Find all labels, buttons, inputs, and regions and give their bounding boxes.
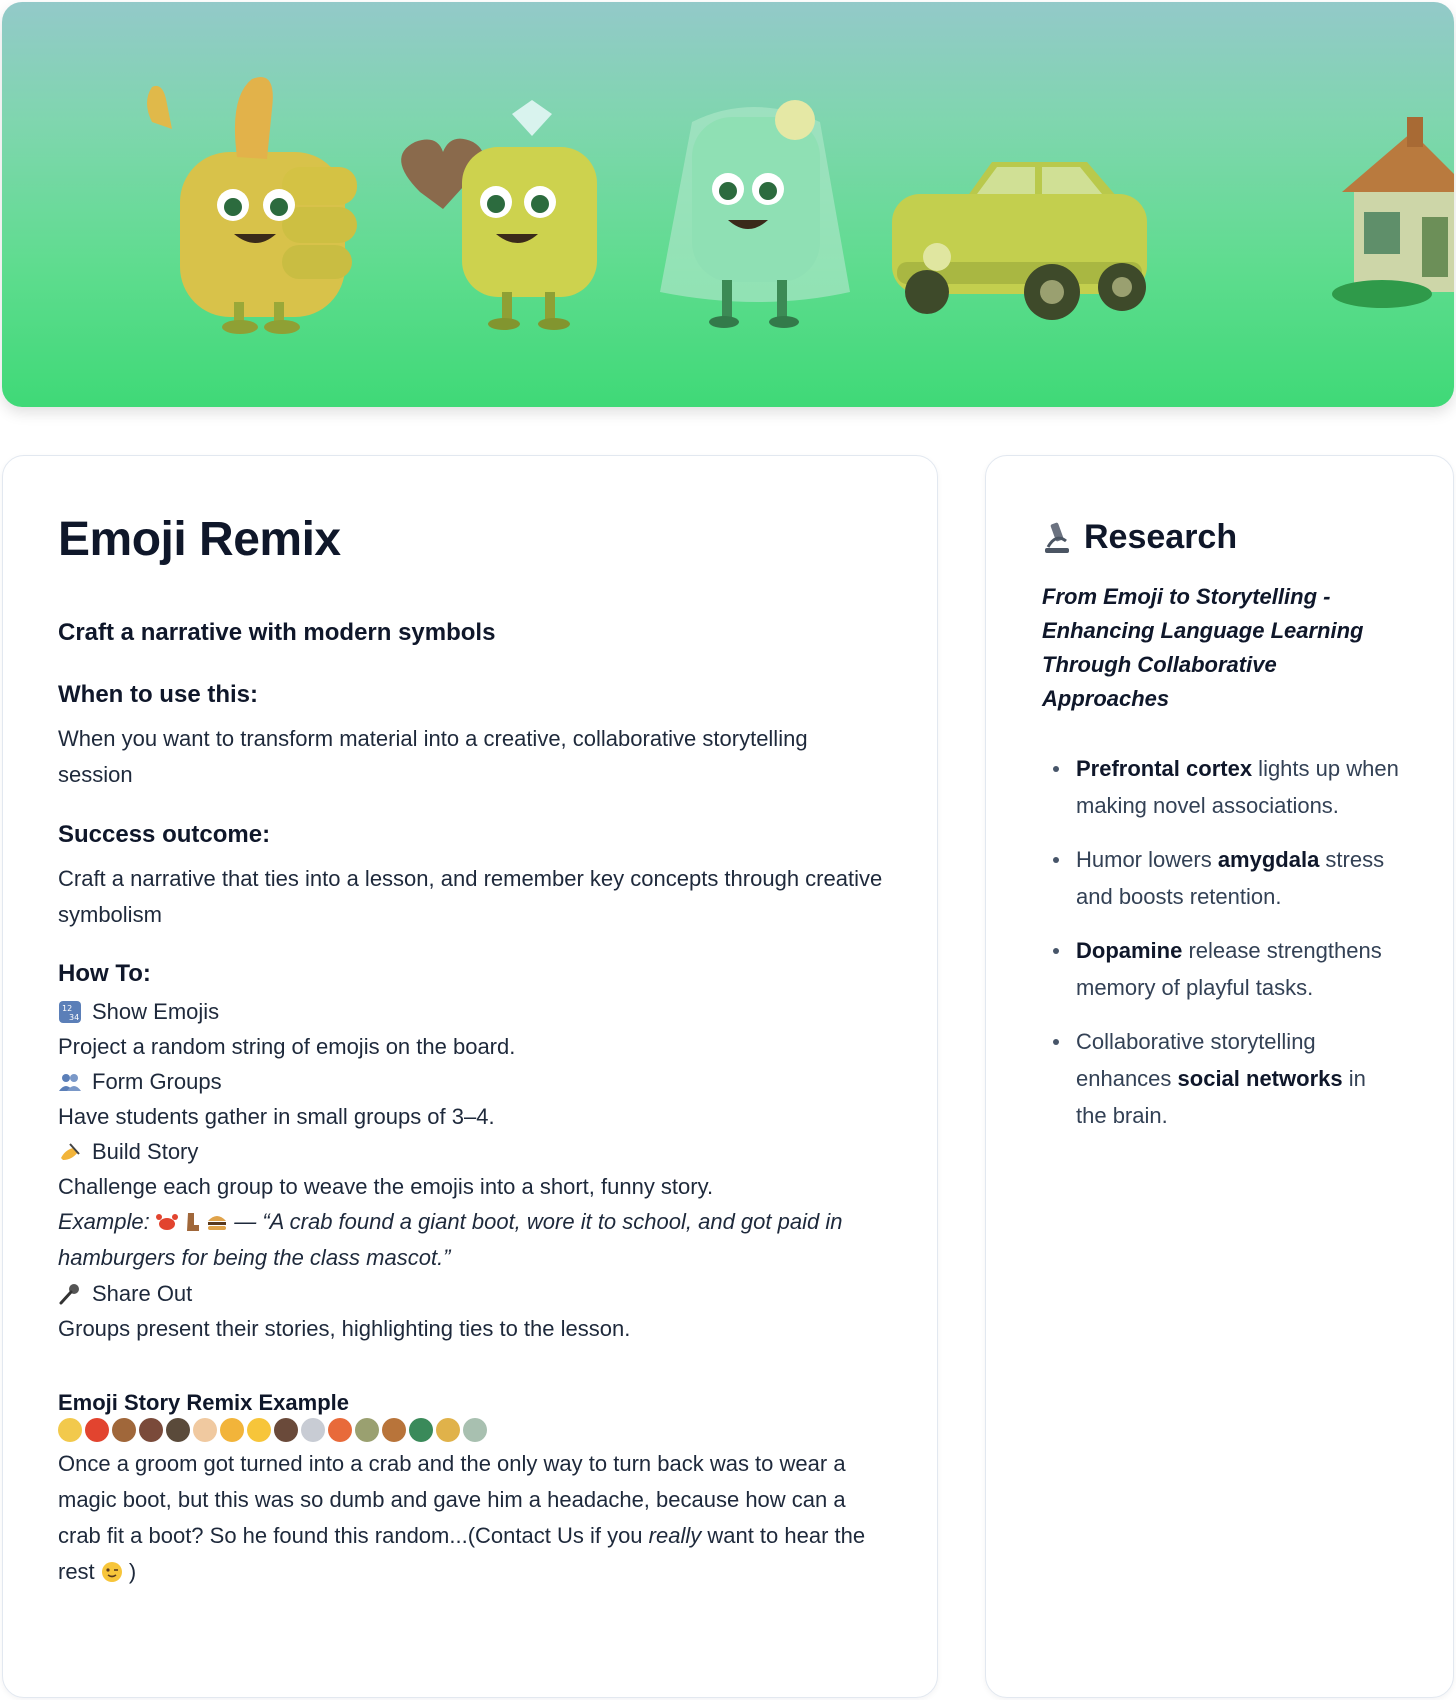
- example-quote: — “A crab found a giant boot, wore it to school, and got paid in hamburgers for being the class mascot.”: [58, 1209, 843, 1270]
- remix-text: [58, 1446, 888, 1590]
- hero-banner: [2, 2, 1454, 407]
- when-text: When you want to transform material into a creative, collaborative storytelling session: [58, 726, 808, 787]
- when-heading: When to use this:: [58, 681, 258, 708]
- hero-illustration: [2, 2, 1454, 407]
- remix-section: [58, 1390, 888, 1590]
- page-title: Emoji Remix: [58, 513, 341, 566]
- bowl-icon: [463, 1418, 487, 1442]
- numbers-icon: [58, 1000, 82, 1024]
- crab-icon: [156, 1212, 178, 1232]
- emoji-string: [58, 1418, 888, 1442]
- remix-text-emphasis: really: [648, 1523, 702, 1548]
- meat-icon: [328, 1418, 352, 1442]
- research-point: [1042, 932, 1402, 1006]
- step-desc: Groups present their stories, highlighting ties to the lesson.: [58, 1316, 631, 1341]
- woman-headache-icon: [139, 1418, 163, 1442]
- flexed-arm-icon: [274, 1418, 298, 1442]
- howto-heading: How To:: [58, 960, 151, 987]
- microphone-icon: [58, 1282, 82, 1306]
- research-point-text: lights up when making novel associations.: [1076, 756, 1399, 818]
- research-point: [1042, 750, 1402, 824]
- writing-hand-icon: [58, 1140, 82, 1164]
- svg-text:34: 34: [69, 1012, 80, 1022]
- example-label: Example:: [58, 1209, 150, 1234]
- car-illustration: [892, 162, 1147, 320]
- step-title: [58, 1276, 888, 1311]
- thumbs-up-character: [147, 77, 357, 334]
- research-point: [1042, 1023, 1402, 1134]
- leaf-icon: [355, 1418, 379, 1442]
- butter-icon: [436, 1418, 460, 1442]
- step-title: [58, 1064, 888, 1099]
- step-title-text: Build Story: [92, 1139, 199, 1164]
- remix-text-part: Once a groom got turned into a crab and the only way to turn back was to wear a magic boot, but this was so dumb and gave him a headache, because how can a crab fit a boot? So he found this random...(Contact Us if you: [58, 1451, 846, 1548]
- svg-text:12: 12: [62, 1003, 73, 1013]
- research-point: [1042, 841, 1402, 915]
- step-desc: Project a random string of emojis on the board.: [58, 1034, 516, 1059]
- research-point-text: stress and boosts retention.: [1076, 847, 1385, 909]
- remix-heading: Emoji Story Remix Example: [58, 1390, 349, 1415]
- boot-icon: [112, 1418, 136, 1442]
- crab-icon: [85, 1418, 109, 1442]
- remix-text-part: ): [128, 1559, 137, 1584]
- step-desc: Have students gather in small groups of 3–4.: [58, 1104, 495, 1129]
- people-icon: [58, 1070, 82, 1094]
- research-heading: Research: [1084, 518, 1238, 556]
- research-point-text: Collaborative storytelling enhances: [1076, 1029, 1316, 1091]
- step-title: [58, 994, 888, 1029]
- research-point-bold: Dopamine: [1076, 938, 1183, 963]
- research-point-bold: amygdala: [1217, 847, 1320, 872]
- research-point-bold: social networks: [1177, 1066, 1343, 1091]
- hamburger-icon: [206, 1212, 228, 1232]
- success-section: [58, 821, 888, 933]
- step-title-text: Form Groups: [92, 1069, 222, 1094]
- squirrel-icon: [382, 1418, 406, 1442]
- winking-face-icon: [101, 1561, 123, 1583]
- step-title: [58, 1134, 888, 1169]
- research-point-bold: Prefrontal cortex: [1076, 756, 1253, 781]
- success-heading: Success outcome:: [58, 821, 271, 848]
- research-point-text: Humor lowers: [1076, 847, 1218, 872]
- peacock-icon: [409, 1418, 433, 1442]
- house-illustration: [1332, 117, 1454, 308]
- bride-character: [660, 100, 850, 328]
- goggles-icon: [301, 1418, 325, 1442]
- research-point-text: release strengthens memory of playful tasks.: [1076, 938, 1382, 1000]
- baby-icon: [193, 1418, 217, 1442]
- ring-character: [401, 100, 597, 330]
- research-points: [1042, 750, 1402, 1151]
- face-icon: [247, 1418, 271, 1442]
- example-text: [58, 1204, 888, 1276]
- step-desc: Challenge each group to weave the emojis into a short, funny story.: [58, 1174, 714, 1199]
- when-section: [58, 681, 888, 793]
- boot-icon: [184, 1212, 200, 1232]
- howto-section: [58, 960, 888, 1346]
- step-title-text: Share Out: [92, 1281, 193, 1306]
- step-title-text: Show Emojis: [92, 999, 220, 1024]
- subtitle: Craft a narrative with modern symbols: [58, 619, 496, 646]
- research-point-text: in the brain.: [1076, 1066, 1366, 1128]
- gorilla-icon: [166, 1418, 190, 1442]
- research-subheading: From Emoji to Storytelling - Enhancing Language Learning Through Collaborative Approaches: [1042, 584, 1364, 711]
- success-text: Craft a narrative that ties into a lesson, and remember key concepts through creative symbolism: [58, 866, 883, 927]
- groom-icon: [58, 1418, 82, 1442]
- remix-text-part: want to hear the rest: [58, 1523, 866, 1584]
- microscope-icon: [1042, 521, 1072, 555]
- pointing-hand-icon: [220, 1418, 244, 1442]
- research-header: [1042, 518, 1237, 557]
